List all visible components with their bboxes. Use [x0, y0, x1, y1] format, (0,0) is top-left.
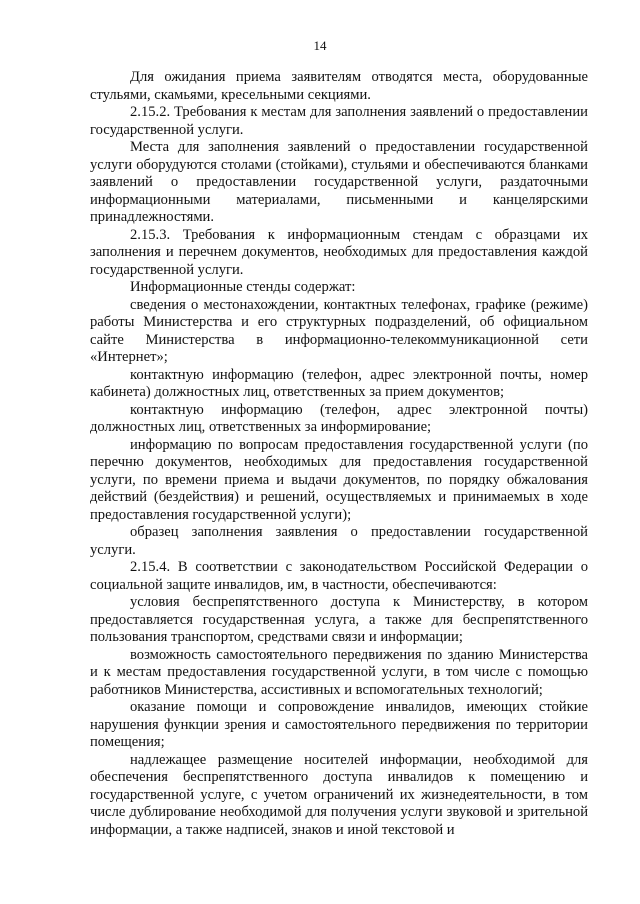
- paragraph: Информационные стенды содержат:: [130, 279, 356, 295]
- list-item: оказание помощи и сопровождение инвалидов, имеющих стойкие нарушения функции зрения и самостоятельного передвижения по территории помещения;: [90, 699, 588, 750]
- list-item: контактную информацию (телефон, адрес электронной почты) должностных лиц, ответственных за информирование;: [90, 401, 588, 435]
- paragraph: Места для заполнения заявлений о предоставлении государственной услуги оборудуются столами (стойками), стульями и обеспечиваются бланками заявлений о предоставлении государственной услуги, раздаточными информационными материалами, письменными и канцелярскими принадлежностями.: [90, 139, 588, 225]
- section-heading-2-15-3: 2.15.3. Требования к информационным стендам с образцами их заполнения и перечнем документов, необходимых для предоставления каждой государственной услуги.: [90, 226, 588, 278]
- list-item: образец заполнения заявления о предоставлении государственной услуги.: [90, 524, 588, 558]
- section-heading-2-15-2: 2.15.2. Требования к местам для заполнения заявлений о предоставлении государственной услуги.: [90, 104, 588, 138]
- document-body: [90, 69, 588, 839]
- list-item: условия беспрепятственного доступа к Министерству, в котором предоставляется государственная услуга, а также для беспрепятственного пользования транспортом, средствами связи и информации;: [90, 594, 588, 645]
- section-heading-2-15-4: 2.15.4. В соответствии с законодательством Российской Федерации о социальной защите инвалидов, им, в частности, обеспечиваются:: [90, 559, 588, 593]
- list-item: надлежащее размещение носителей информации, необходимой для обеспечения беспрепятственного доступа инвалидов к помещению и государственной услуге, с учетом ограничений их жизнедеятельности, в том числе дублирование необходимой для получения услуги звуковой и зрительной информации, а также надписей, знаков и иной текстовой и: [90, 751, 588, 838]
- paragraph: Для ожидания приема заявителям отводятся места, оборудованные стульями, скамьями, кресельными секциями.: [90, 69, 588, 103]
- list-item: возможность самостоятельного передвижения по зданию Министерства и к местам предоставления государственной услуги, в том числе с помощью работников Министерства, ассистивных и вспомогательных технологий;: [90, 646, 588, 698]
- list-item: контактную информацию (телефон, адрес электронной почты, номер кабинета) должностных лиц, ответственных за прием документов;: [90, 366, 588, 400]
- list-item: информацию по вопросам предоставления государственной услуги (по перечню документов, необходимых для предоставления государственной услуги, по времени приема и выдачи документов, по порядку обжалования действий (бездействия) и решений, осуществляемых и принимаемых в ходе предоставления государственной услуги);: [90, 436, 588, 523]
- page-number: 14: [313, 38, 327, 53]
- list-item: сведения о местонахождении, контактных телефонах, графике (режиме) работы Министерства и его структурных подразделений, об официальном сайте Министерства в информационно-телекоммуникационной сети «Интернет»;: [90, 296, 588, 365]
